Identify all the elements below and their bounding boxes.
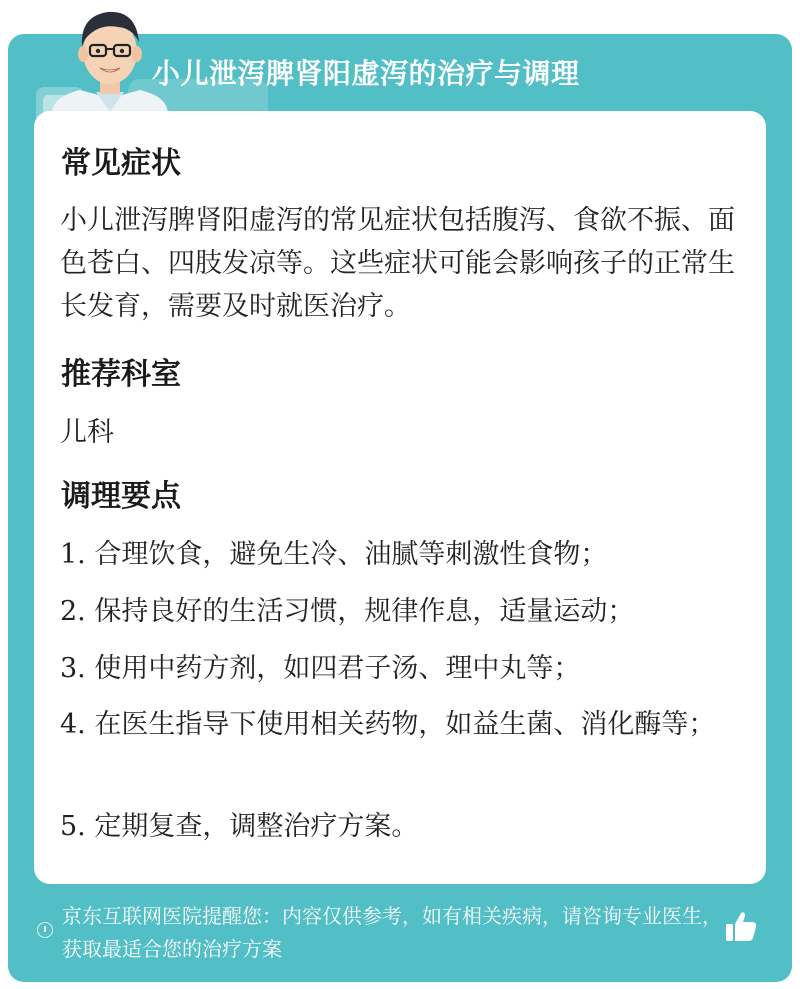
list-item-text: 使用中药方剂，如四君子汤、理中丸等； xyxy=(85,653,581,684)
list-item xyxy=(60,590,740,633)
list-item-text: 定期复查，调整治疗方案。 xyxy=(85,811,419,842)
list-item-number: 5. xyxy=(60,811,86,842)
list-item-text: 合理饮食，避免生冷、油腻等刺激性食物； xyxy=(85,539,608,570)
list-item-text: 保持良好的生活习惯，规律作息，适量运动； xyxy=(85,596,635,627)
list-item xyxy=(60,805,740,848)
page-title: 小儿泄泻脾肾阳虚泻的治疗与调理 xyxy=(152,57,580,90)
section-heading-department: 推荐科室 xyxy=(61,357,181,392)
list-item-number: 2. xyxy=(60,596,86,627)
list-item xyxy=(60,703,740,746)
department-text: 儿科 xyxy=(60,417,114,448)
section-heading-symptoms: 常见症状 xyxy=(61,146,181,181)
section-heading-care: 调理要点 xyxy=(61,479,181,514)
content-card xyxy=(34,111,766,884)
info-icon xyxy=(37,922,53,938)
symptoms-text: 小儿泄泻脾肾阳虚泻的常见症状包括腹泻、食欲不振、面色苍白、四肢发凉等。这些症状可能会影响孩子的正常生长发育，需要及时就医治疗。 xyxy=(60,205,735,322)
list-item xyxy=(60,533,740,576)
list-item-number: 4. xyxy=(60,709,86,740)
list-item-text: 在医生指导下使用相关药物，如益生菌、消化酶等； xyxy=(85,709,716,740)
list-item xyxy=(60,647,740,690)
list-item-number: 1. xyxy=(60,539,86,570)
list-item-number: 3. xyxy=(60,653,86,684)
disclaimer-text: 京东互联网医院提醒您：内容仅供参考，如有相关疾病，请咨询专业医生，获取最适合您的治疗方案 xyxy=(62,904,722,961)
thumbs-up-icon[interactable] xyxy=(722,907,760,945)
